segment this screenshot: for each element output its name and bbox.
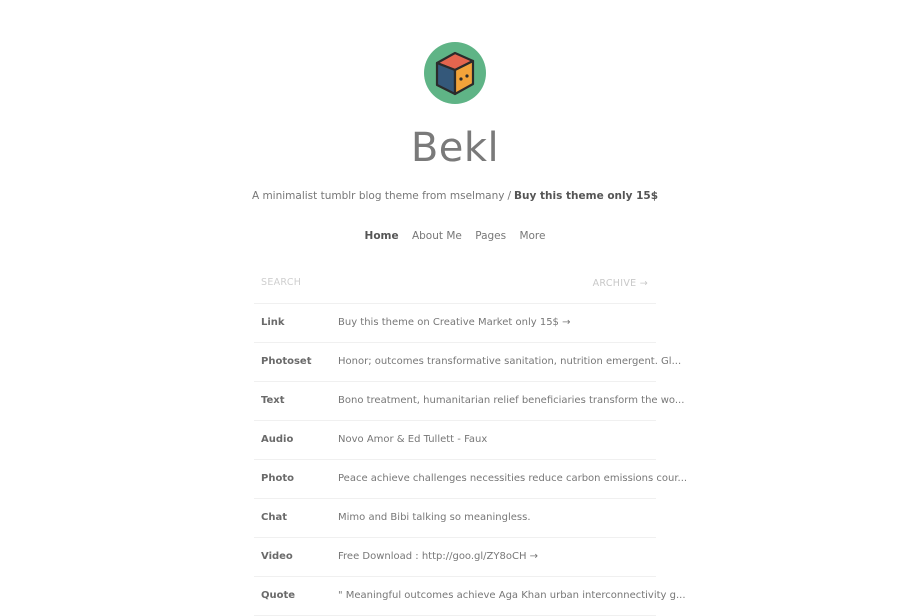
post-item-quote[interactable] [254, 577, 686, 616]
nav-item-more[interactable]: More [519, 230, 546, 242]
post-type: Photoset [261, 356, 312, 367]
blog-avatar[interactable] [424, 42, 486, 104]
main-nav [0, 228, 910, 244]
post-item-chat[interactable] [254, 499, 656, 538]
post-item-audio[interactable] [254, 421, 656, 460]
nav-item-about-me[interactable]: About Me [411, 230, 462, 242]
search-input[interactable] [261, 277, 461, 288]
post-type: Photo [261, 473, 294, 484]
post-summary: Buy this theme on Creative Market only 15$ → [338, 317, 571, 328]
nav-item-home[interactable]: Home [364, 230, 399, 242]
post-item-text[interactable] [254, 382, 685, 421]
post-item-photo[interactable] [254, 460, 688, 499]
post-item-video[interactable] [254, 538, 656, 577]
cube-logo-icon [424, 42, 486, 104]
description-text: A minimalist tumblr blog theme from mselmany [251, 190, 505, 202]
post-summary: Bono treatment, humanitarian relief beneficiaries transform the wo... [338, 395, 685, 406]
post-type: Chat [261, 512, 287, 523]
archive-link[interactable]: ARCHIVE → [592, 278, 648, 289]
post-type: Link [261, 317, 285, 328]
post-item-link[interactable] [254, 304, 656, 343]
description-separator: / [507, 190, 512, 202]
post-type: Text [261, 395, 285, 406]
post-type: Quote [261, 590, 296, 601]
post-toolbar [254, 265, 656, 304]
post-type: Audio [261, 434, 294, 445]
nav-item-pages[interactable]: Pages [475, 230, 507, 242]
blog-description [0, 188, 910, 204]
blog-title[interactable]: Bekl [410, 125, 500, 171]
post-summary: Novo Amor & Ed Tullett - Faux [338, 434, 488, 445]
post-summary: Peace achieve challenges necessities reduce carbon emissions cour... [338, 473, 688, 484]
post-type: Video [261, 551, 293, 562]
post-summary: Honor; outcomes transformative sanitation, nutrition emergent. Gl... [338, 356, 682, 367]
post-item-photoset[interactable] [254, 343, 682, 382]
post-list [254, 304, 688, 616]
post-summary: " Meaningful outcomes achieve Aga Khan urban interconnectivity g... [338, 590, 686, 601]
post-summary: Mimo and Bibi talking so meaningless. [338, 512, 531, 523]
buy-theme-link[interactable]: Buy this theme only 15$ [514, 190, 659, 202]
post-summary: Free Download : http://goo.gl/ZY8oCH → [338, 551, 539, 562]
